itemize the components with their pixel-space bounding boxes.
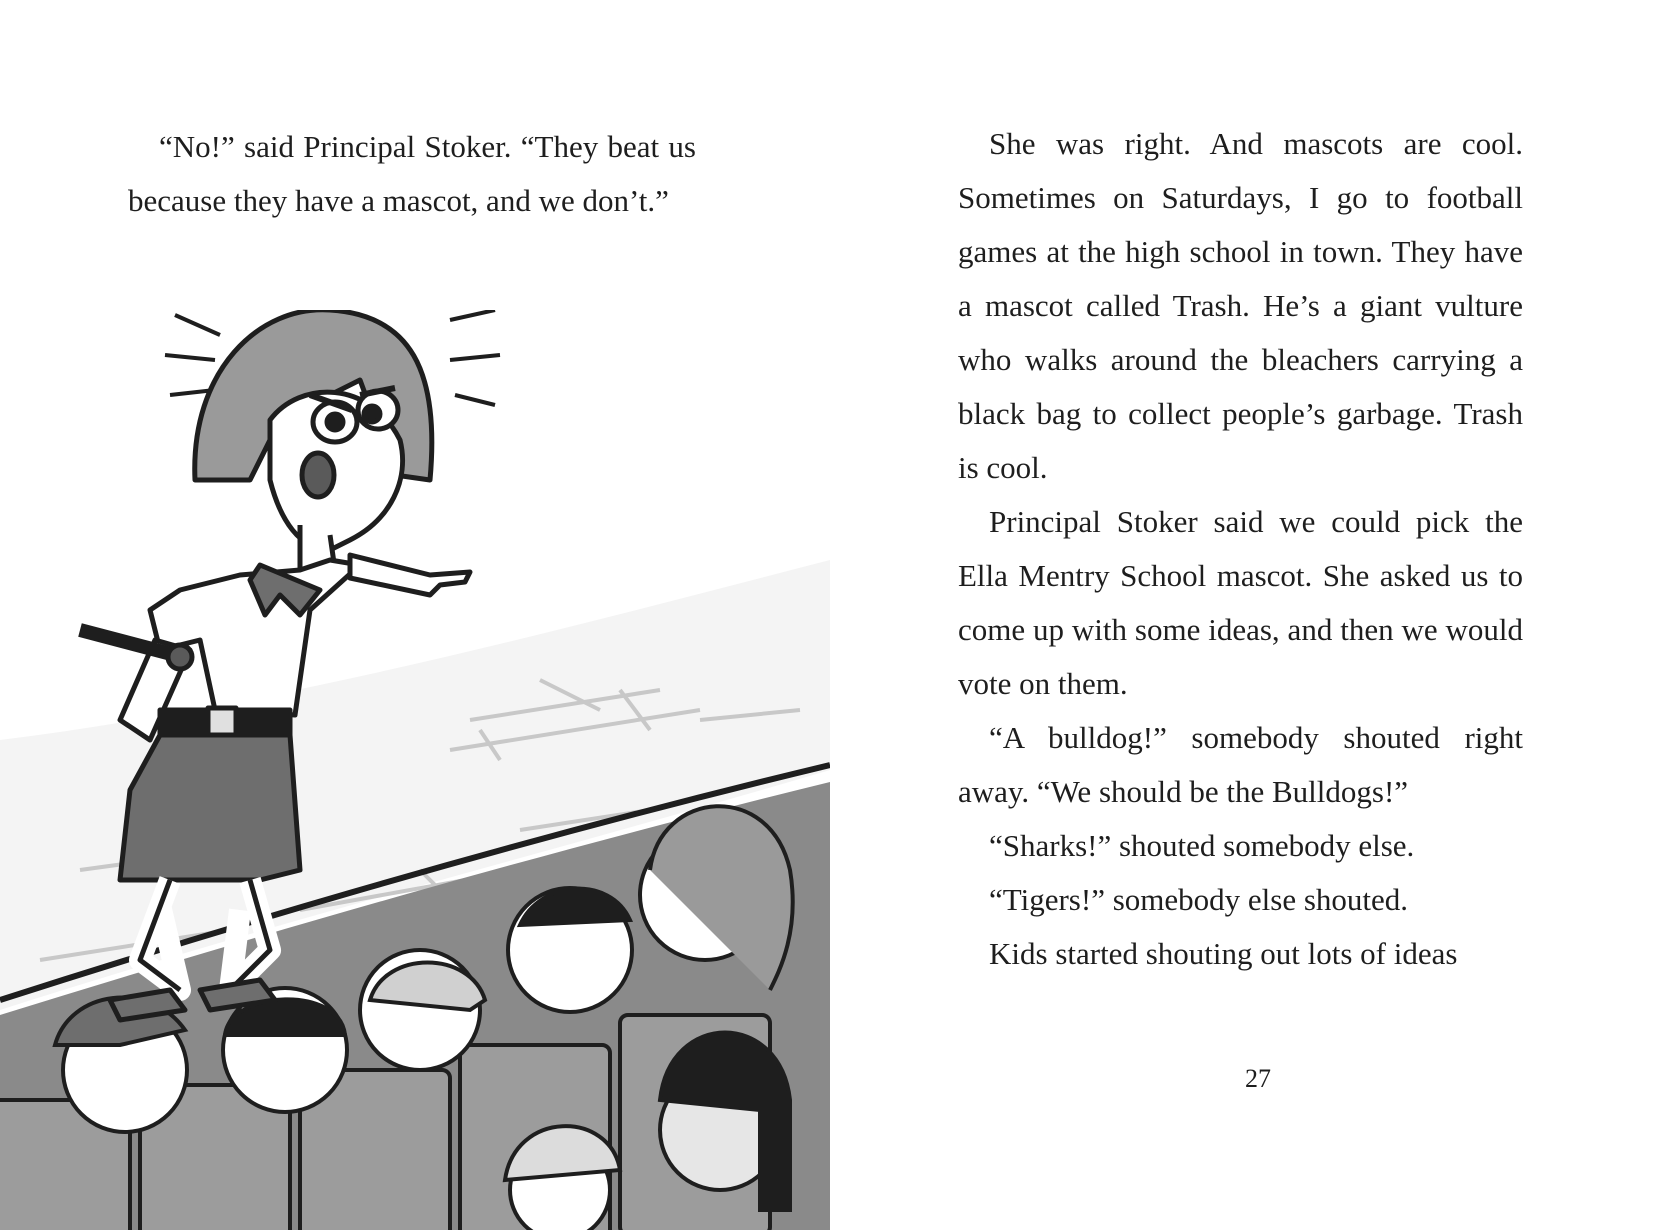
left-page-paragraph: “No!” said Principal Stoker. “They beat us because they have a mascot, and we don’t.” bbox=[128, 129, 696, 218]
principal-skirt bbox=[120, 735, 300, 880]
principal-on-stage-illustration bbox=[0, 310, 830, 1230]
principal-pointing-arm bbox=[350, 555, 470, 595]
right-page-text bbox=[958, 117, 1523, 981]
right-paragraph-3: “A bulldog!” somebody shouted right away. “We should be the Bulldogs!” bbox=[958, 720, 1523, 809]
right-paragraph-4: “Sharks!” shouted somebody else. bbox=[989, 828, 1415, 863]
right-paragraph-2: Principal Stoker said we could pick the Ella Mentry School mascot. She asked us to come up with some ideas, and then we would vote on them. bbox=[958, 504, 1523, 701]
principal-mouth bbox=[302, 453, 334, 497]
right-paragraph-5: “Tigers!” somebody else shouted. bbox=[989, 882, 1409, 917]
page-number: 27 bbox=[1245, 1064, 1271, 1093]
right-paragraph-6: Kids started shouting out lots of ideas bbox=[989, 936, 1458, 971]
right-paragraph-1: She was right. And mascots are cool. Sometimes on Saturdays, I go to football games at the high school in town. They have a mascot called Trash. He’s a giant vulture who walks around the bleachers carrying a black bag to collect people’s garbage. Trash is cool. bbox=[958, 126, 1523, 485]
